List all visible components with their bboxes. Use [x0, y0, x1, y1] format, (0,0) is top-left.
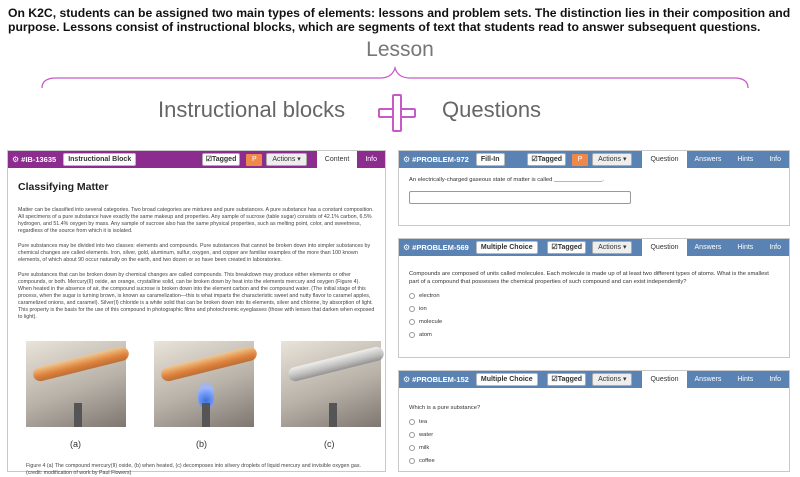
answer-option[interactable] — [409, 457, 779, 465]
problem-panel — [398, 238, 790, 358]
answer-option[interactable] — [409, 318, 779, 326]
option-label: ion — [419, 306, 427, 312]
lesson-paragraph: Pure substances that can be broken down by chemical changes are called compounds. This breakdown may produce either elements or other compounds, or both. Mercury(II) oxide, an orange, crystalline solid, can be broken down by heat into the elements mercury and oxygen (Figure 4). When heated in the absence of air, the compound sucrose is broken down into the element carbon and the compound water. (The initial stage of this process, when the sugar is turning brown, is known as caramelization—this is what imparts the characteristic sweet and nutty flavor to caramel apples, caramelized onions, and caramel). Silver(I) chloride is a white solid that can be broken down into its elements, silver and chlorine, by absorption of light. This property is the basis for the use of this compound in photographic films and photochromic eyeglasses (those with lenses that darken when exposed to light). — [18, 272, 375, 320]
radio-button[interactable] — [409, 458, 415, 464]
p-button[interactable]: P — [572, 154, 588, 166]
instructional-blocks-label: Instructional blocks — [158, 97, 346, 122]
problem-header — [399, 151, 789, 168]
option-label: electron — [419, 293, 440, 299]
option-label: molecule — [419, 319, 443, 325]
question-text: An electrically-charged gaseous state of matter is called _______________. — [409, 177, 604, 183]
option-label: coffee — [419, 458, 435, 464]
answer-input[interactable] — [409, 191, 631, 204]
problem-header — [399, 371, 789, 388]
problem-id[interactable]: #PROBLEM-569 — [412, 243, 469, 252]
answer-option[interactable] — [409, 431, 779, 439]
photo-label-a: (a) — [70, 439, 81, 449]
tagged-label: Tagged — [537, 156, 563, 163]
option-label: milk — [419, 445, 430, 451]
radio-button[interactable] — [409, 332, 415, 338]
question-body — [399, 168, 789, 212]
lesson-label: Lesson — [366, 38, 434, 61]
actions-dropdown[interactable]: Actions ▾ — [592, 153, 632, 166]
tagged-button[interactable] — [547, 373, 586, 386]
tab-info[interactable]: Info — [769, 376, 781, 383]
radio-button[interactable] — [409, 419, 415, 425]
answer-option[interactable] — [409, 305, 779, 313]
photo-c — [281, 341, 381, 427]
gear-icon[interactable]: ⚙ — [403, 243, 411, 252]
question-text: Compounds are composed of units called molecules. Each molecule is made up of at least two different types of atoms. What is the smallest part of a compound that possesses the chemical properties of such compound and can exist independently? — [409, 271, 769, 285]
actions-dropdown[interactable]: Actions ▾ — [592, 241, 632, 254]
block-id[interactable]: #IB-13635 — [21, 155, 57, 164]
option-label: tea — [419, 419, 428, 425]
tab-answers[interactable]: Answers — [694, 156, 722, 163]
problem-panel — [398, 150, 790, 226]
gear-icon[interactable]: ⚙ — [403, 155, 411, 164]
intro-text: On K2C, students can be assigned two main types of elements: lessons and problem sets. The distinction lies in their composition and purpose. Lessons consist of instructional blocks, which are segments of text that students read to answer subsequent questions. — [8, 6, 791, 34]
answer-option[interactable] — [409, 418, 779, 426]
radio-button[interactable] — [409, 319, 415, 325]
problem-id[interactable]: #PROBLEM-152 — [412, 375, 469, 384]
radio-button[interactable] — [409, 306, 415, 312]
tagged-button[interactable] — [547, 241, 586, 254]
check-icon: ☑ — [551, 376, 558, 383]
problem-panel — [398, 370, 790, 472]
photo-label-c: (c) — [324, 439, 335, 449]
tab-hints[interactable]: Hints — [737, 376, 754, 383]
tab-content[interactable]: Content — [317, 151, 358, 168]
answer-option[interactable] — [409, 444, 779, 452]
questions-label: Questions — [442, 97, 542, 122]
instructional-block-header — [8, 151, 385, 168]
tab-question[interactable]: Question — [642, 239, 686, 256]
lesson-content — [8, 168, 385, 335]
photo-b — [154, 341, 254, 427]
check-icon: ☑ — [551, 244, 558, 251]
problem-header — [399, 239, 789, 256]
tab-info[interactable]: Info — [769, 156, 781, 163]
plus-icon — [378, 94, 416, 132]
question-text: Which is a pure substance? — [409, 405, 481, 411]
tagged-label: Tagged — [211, 156, 237, 163]
tab-info[interactable]: Info — [365, 156, 377, 163]
lesson-brace — [40, 66, 750, 90]
p-button[interactable]: P — [246, 154, 262, 166]
lesson-paragraph: Pure substances may be divided into two classes: elements and compounds. Pure substances that cannot be broken down into simpler substances by chemical changes are called elements. Iron, silver, gold, aluminum, sulfur, oxygen, and copper are familiar examples of the more than 100 known elements, of which about 90 occur naturally on the earth, and two dozen or so have been created in laboratories. — [18, 243, 371, 263]
tab-question[interactable]: Question — [642, 151, 686, 168]
tagged-label: Tagged — [557, 376, 583, 383]
tab-question[interactable]: Question — [642, 371, 686, 388]
option-label: water — [419, 432, 434, 438]
option-label: atom — [419, 332, 432, 338]
question-body — [399, 256, 789, 347]
radio-button[interactable] — [409, 445, 415, 451]
instructional-block-panel — [7, 150, 386, 476]
tab-info[interactable]: Info — [769, 244, 781, 251]
radio-button[interactable] — [409, 293, 415, 299]
problem-type-badge: Multiple Choice — [476, 241, 538, 254]
problem-type-badge: Multiple Choice — [476, 373, 538, 386]
photo-a — [26, 341, 126, 427]
gear-icon[interactable]: ⚙ — [12, 155, 20, 164]
figure-photos — [26, 341, 346, 449]
gear-icon[interactable]: ⚙ — [403, 375, 411, 384]
answer-option[interactable] — [409, 292, 779, 300]
lesson-heading: Classifying Matter — [18, 181, 109, 193]
question-body — [399, 388, 789, 473]
actions-dropdown[interactable]: Actions ▾ — [592, 373, 632, 386]
problem-type-badge: Fill-In — [476, 153, 505, 166]
lesson-paragraph: Matter can be classified into several categories. Two broad categories are mixtures and pure substances. A pure substance has a constant composition. All specimens of a pure substance have exactly the same makeup and properties. Any sample of sucrose (table sugar) consists of 42.1% carbon, 6.5% hydrogen, and 51.4% oxygen by mass. Any sample of sucrose also has the same physical properties, such as melting point, color, and sweetness, regardless of the source from which it is isolated. — [18, 207, 374, 234]
tab-hints[interactable]: Hints — [737, 244, 754, 251]
check-icon: ☑ — [205, 156, 212, 163]
check-icon: ☑ — [531, 156, 538, 163]
figure-caption: Figure 4 (a) The compound mercury(II) oxide, (b) when heated, (c) decomposes into silvery droplets of liquid mercury and invisible oxygen gas. (credit: modification of work by Paul Flowers) — [26, 463, 361, 476]
answer-option[interactable] — [409, 331, 779, 339]
tab-answers[interactable]: Answers — [694, 244, 722, 251]
radio-button[interactable] — [409, 432, 415, 438]
tagged-button[interactable] — [202, 153, 241, 166]
actions-dropdown[interactable]: Actions ▾ — [266, 153, 306, 166]
tab-answers[interactable]: Answers — [694, 376, 722, 383]
block-type-badge: Instructional Block — [63, 153, 136, 166]
tagged-button[interactable] — [527, 153, 566, 166]
tab-hints[interactable]: Hints — [737, 156, 754, 163]
problem-id[interactable]: #PROBLEM-972 — [412, 155, 469, 164]
tagged-label: Tagged — [557, 244, 583, 251]
photo-label-b: (b) — [196, 439, 207, 449]
